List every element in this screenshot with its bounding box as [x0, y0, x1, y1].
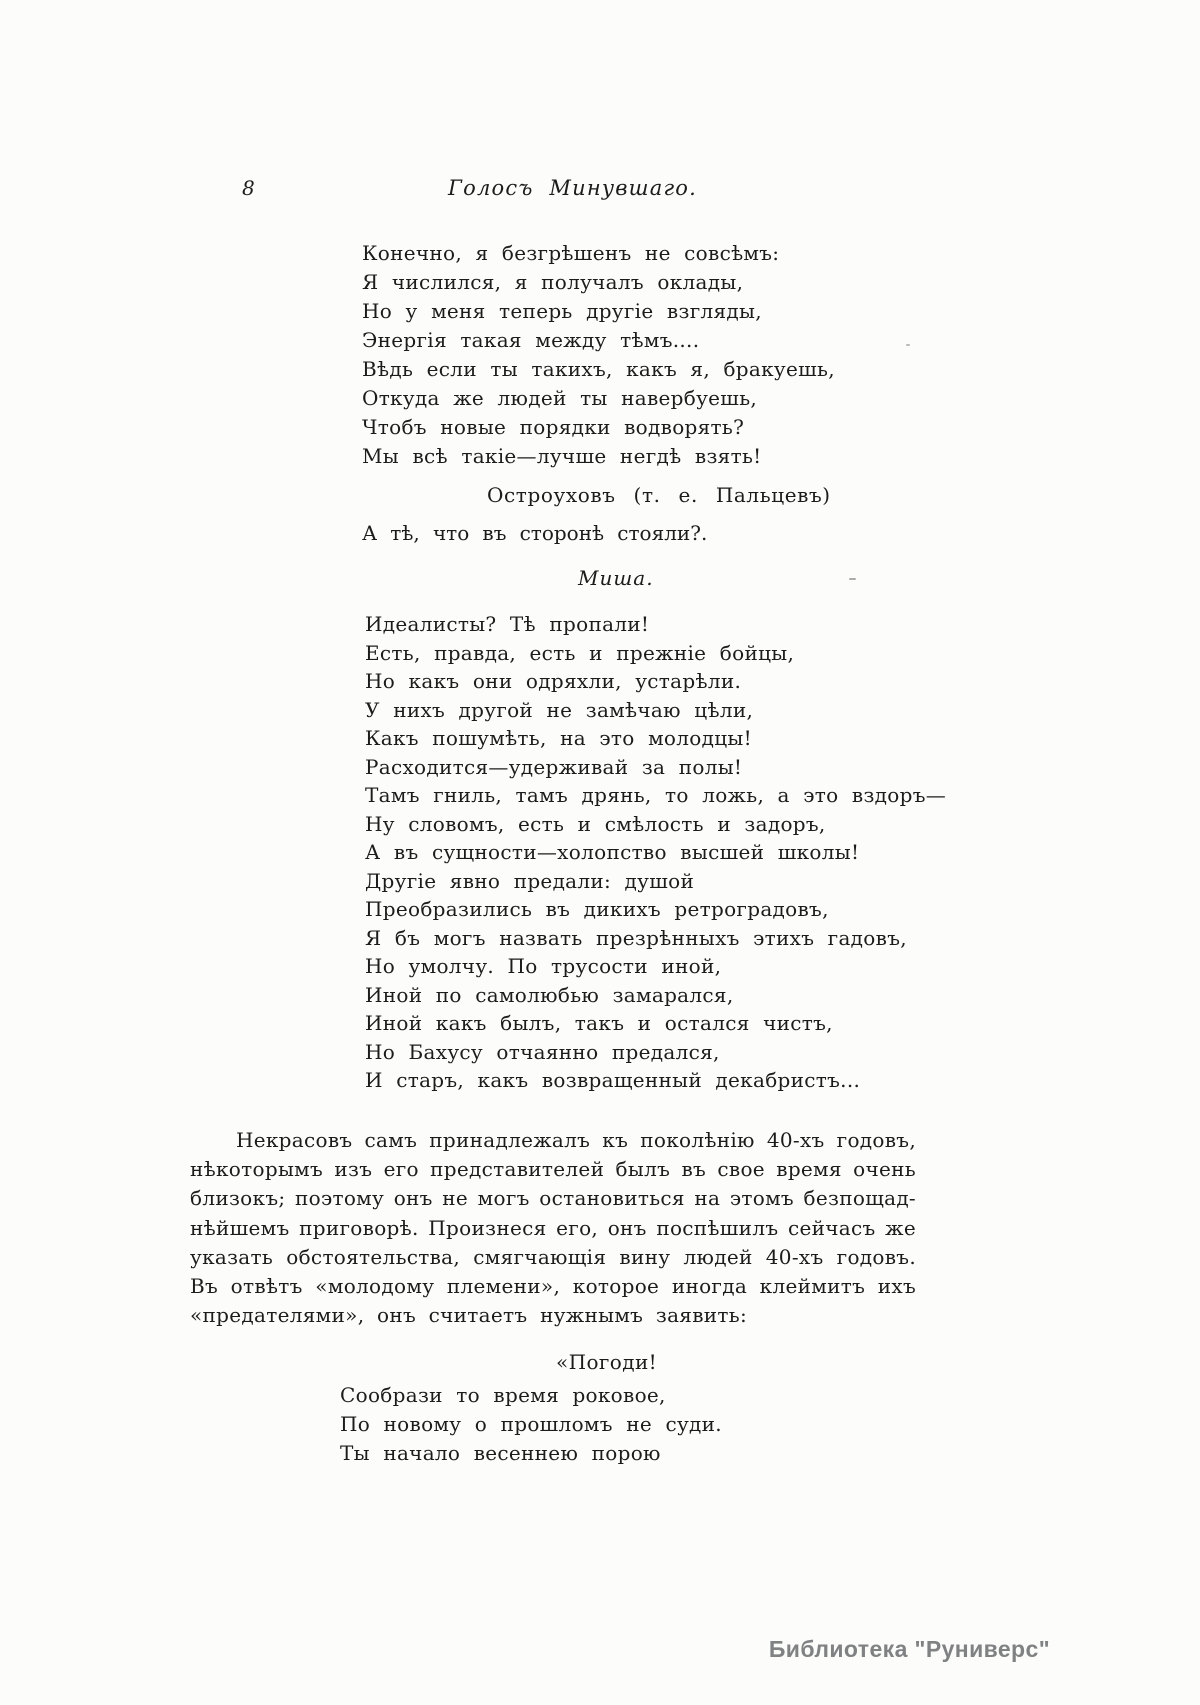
runivers-library-watermark: Библиотека "Руниверс" — [768, 1636, 1050, 1662]
text-line: Какъ пошумѣть, на это молодцы! — [365, 726, 752, 750]
text-line: Тамъ гниль, тамъ дрянь, то ложь, а это вздоръ— — [365, 783, 947, 807]
text-line: Некрасовъ самъ принадлежалъ къ поколѣнію 40-хъ годовъ, — [236, 1128, 916, 1152]
text-line: Другіе явно предали: душой — [365, 868, 695, 893]
text-line: У нихъ другой не замѣчаю цѣли, — [365, 697, 754, 722]
speaker-heading-misha: Миша. — [578, 566, 654, 590]
text-line: Откуда же людей ты навербуешь, — [362, 386, 758, 410]
scan-speck — [849, 578, 856, 580]
text-line: Мы всѣ такіе—лучше негдѣ взять! — [362, 444, 762, 468]
text-line: Я бъ могъ назвать презрѣнныхъ этихъ гадовъ, — [365, 925, 907, 950]
text-line: нѣйшемъ приговорѣ. Произнеся его, онъ поспѣшилъ сейчасъ же — [190, 1215, 916, 1240]
text-line: Конечно, я безгрѣшенъ не совсѣмъ: — [362, 241, 780, 265]
text-line: Энергія такая между тѣмъ.... — [362, 328, 700, 352]
quote-opening-word: «Погоди! — [556, 1350, 658, 1374]
ostroukhov-question-line: А тѣ, что въ сторонѣ стояли?. — [362, 521, 708, 545]
text-line: Я числился, я получалъ оклады, — [362, 270, 744, 294]
text-line: И старъ, какъ возвращенный декабристъ... — [365, 1068, 861, 1092]
text-line: Вѣдь если ты такихъ, какъ я, бракуешь, — [362, 357, 835, 381]
text-line: Ты начало весеннею порою — [340, 1441, 661, 1465]
text-line: Сообрази то время роковое, — [340, 1383, 666, 1407]
verse-monologue-1 — [362, 239, 835, 471]
text-line: «предателями», онъ считаетъ нужнымъ заявить: — [190, 1303, 747, 1328]
verse-monologue-2 — [365, 610, 946, 1095]
text-line: Иной по самолюбью замарался, — [365, 982, 734, 1007]
text-line: Есть, правда, есть и прежніе бойцы, — [365, 640, 795, 665]
text-line: Расходится—удерживай за полы! — [365, 754, 743, 779]
text-line: Но у меня теперь другіе взгляды, — [362, 299, 762, 323]
text-line: По новому о прошломъ не суди. — [340, 1412, 722, 1436]
text-line: Чтобъ новые порядки водворять? — [362, 415, 745, 439]
verse-quote — [340, 1381, 722, 1468]
text-line: Преобразились въ дикихъ ретроградовъ, — [365, 897, 829, 921]
text-line: близокъ; поэтому онъ не могъ остановиться на этомъ безпощад- — [190, 1186, 916, 1211]
commentary-paragraph — [190, 1126, 916, 1330]
text-line: Но какъ они одряхли, устарѣли. — [365, 669, 742, 693]
scan-speck — [906, 344, 910, 346]
text-line: Но умолчу. По трусости иной, — [365, 954, 722, 978]
text-line: Но Бахусу отчаянно предался, — [365, 1039, 720, 1064]
running-head-journal-title: Голосъ Минувшаго. — [448, 176, 698, 200]
page-number: 8 — [242, 176, 255, 200]
speaker-heading-ostroukhov: Остроуховъ (т. е. Пальцевъ) — [487, 483, 831, 507]
text-line: Идеалисты? Тѣ пропали! — [365, 612, 650, 636]
text-line: нѣкоторымъ изъ его представителей былъ въ свое время очень — [190, 1157, 916, 1182]
text-line: указать обстоятельства, смягчающія вину людей 40-хъ годовъ. — [190, 1244, 916, 1269]
text-line: Въ отвѣтъ «молодому племени», которое иногда клеймитъ ихъ — [190, 1274, 916, 1299]
text-line: А въ сущности—холопство высшей школы! — [365, 840, 860, 864]
text-line: Иной какъ былъ, такъ и остался чистъ, — [365, 1011, 833, 1035]
text-line: Ну словомъ, есть и смѣлость и задоръ, — [365, 811, 826, 836]
